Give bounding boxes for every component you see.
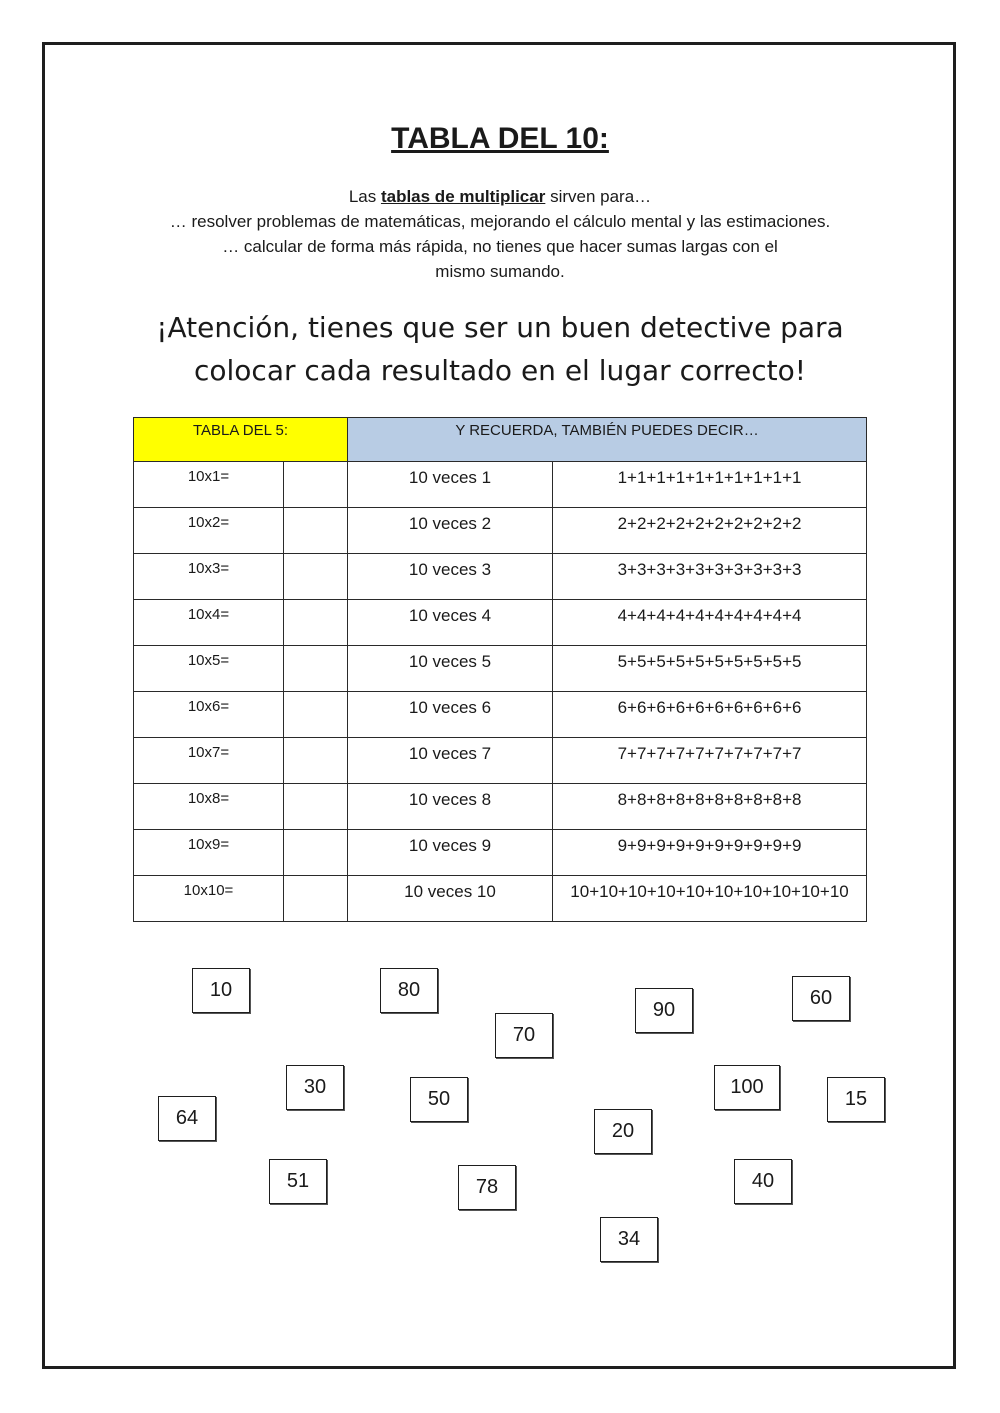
veces-cell: 10 veces 1 xyxy=(348,462,553,508)
table-row xyxy=(134,646,867,692)
intro-line-1: Las tablas de multiplicar sirven para… xyxy=(348,187,652,206)
veces-cell: 10 veces 2 xyxy=(348,508,553,554)
answer-drop-cell[interactable] xyxy=(284,462,348,508)
table-row xyxy=(134,876,867,922)
intro-line-3: … calcular de forma más rápida, no tienes que hacer sumas largas con el mismo sumando. xyxy=(222,237,778,281)
table-row xyxy=(134,554,867,600)
answer-drop-cell[interactable] xyxy=(284,876,348,922)
sum-cell: 4+4+4+4+4+4+4+4+4+4 xyxy=(553,600,867,646)
veces-cell: 10 veces 3 xyxy=(348,554,553,600)
operation-cell: 10x7= xyxy=(134,738,284,784)
operation-cell: 10x6= xyxy=(134,692,284,738)
answer-chip[interactable]: 34 xyxy=(600,1217,658,1262)
answer-drop-cell[interactable] xyxy=(284,692,348,738)
veces-cell: 10 veces 9 xyxy=(348,830,553,876)
answer-chip[interactable]: 51 xyxy=(269,1159,327,1204)
table-row xyxy=(134,784,867,830)
operation-cell: 10x10= xyxy=(134,876,284,922)
veces-cell: 10 veces 5 xyxy=(348,646,553,692)
table-row xyxy=(134,692,867,738)
table-row xyxy=(134,738,867,784)
table-header-left: TABLA DEL 5: xyxy=(134,418,348,462)
veces-cell: 10 veces 10 xyxy=(348,876,553,922)
answer-chip[interactable]: 20 xyxy=(594,1109,652,1154)
answer-drop-cell[interactable] xyxy=(284,600,348,646)
multiplication-table xyxy=(133,417,867,922)
answer-chip[interactable]: 30 xyxy=(286,1065,344,1110)
table-row xyxy=(134,600,867,646)
answer-chip[interactable]: 60 xyxy=(792,976,850,1021)
operation-cell: 10x5= xyxy=(134,646,284,692)
operation-cell: 10x1= xyxy=(134,462,284,508)
answer-drop-cell[interactable] xyxy=(284,738,348,784)
answer-chip[interactable]: 90 xyxy=(635,988,693,1033)
sum-cell: 5+5+5+5+5+5+5+5+5+5 xyxy=(553,646,867,692)
table-header-right: Y RECUERDA, TAMBIÉN PUEDES DECIR… xyxy=(348,418,867,462)
answer-chip[interactable]: 100 xyxy=(714,1065,780,1110)
answer-drop-cell[interactable] xyxy=(284,784,348,830)
operation-cell: 10x8= xyxy=(134,784,284,830)
attention-message: ¡Atención, tienes que ser un buen detective para colocar cada resultado en el lugar correcto! xyxy=(156,311,844,387)
sum-cell: 6+6+6+6+6+6+6+6+6+6 xyxy=(553,692,867,738)
answer-chip[interactable]: 80 xyxy=(380,968,438,1013)
sum-cell: 2+2+2+2+2+2+2+2+2+2 xyxy=(553,508,867,554)
sum-cell: 10+10+10+10+10+10+10+10+10+10 xyxy=(553,876,867,922)
sum-cell: 8+8+8+8+8+8+8+8+8+8 xyxy=(553,784,867,830)
answer-chip[interactable]: 40 xyxy=(734,1159,792,1204)
intro-text xyxy=(140,184,860,284)
answer-chip[interactable]: 15 xyxy=(827,1077,885,1122)
table-row xyxy=(134,508,867,554)
veces-cell: 10 veces 4 xyxy=(348,600,553,646)
sum-cell: 1+1+1+1+1+1+1+1+1+1 xyxy=(553,462,867,508)
answer-drop-cell[interactable] xyxy=(284,830,348,876)
answer-drop-cell[interactable] xyxy=(284,554,348,600)
veces-cell: 10 veces 7 xyxy=(348,738,553,784)
answer-chip[interactable]: 64 xyxy=(158,1096,216,1141)
operation-cell: 10x4= xyxy=(134,600,284,646)
sum-cell: 9+9+9+9+9+9+9+9+9+9 xyxy=(553,830,867,876)
answer-chip[interactable]: 10 xyxy=(192,968,250,1013)
answer-chip[interactable]: 50 xyxy=(410,1077,468,1122)
answer-drop-cell[interactable] xyxy=(284,646,348,692)
sum-cell: 7+7+7+7+7+7+7+7+7+7 xyxy=(553,738,867,784)
operation-cell: 10x9= xyxy=(134,830,284,876)
table-row xyxy=(134,462,867,508)
operation-cell: 10x3= xyxy=(134,554,284,600)
veces-cell: 10 veces 8 xyxy=(348,784,553,830)
table-row xyxy=(134,830,867,876)
operation-cell: 10x2= xyxy=(134,508,284,554)
sum-cell: 3+3+3+3+3+3+3+3+3+3 xyxy=(553,554,867,600)
answer-drop-cell[interactable] xyxy=(284,508,348,554)
answer-chip[interactable]: 78 xyxy=(458,1165,516,1210)
page-title: TABLA DEL 10: xyxy=(391,122,609,155)
intro-line-2: … resolver problemas de matemáticas, mejorando el cálculo mental y las estimaciones. xyxy=(169,212,831,231)
veces-cell: 10 veces 6 xyxy=(348,692,553,738)
answer-chip[interactable]: 70 xyxy=(495,1013,553,1058)
